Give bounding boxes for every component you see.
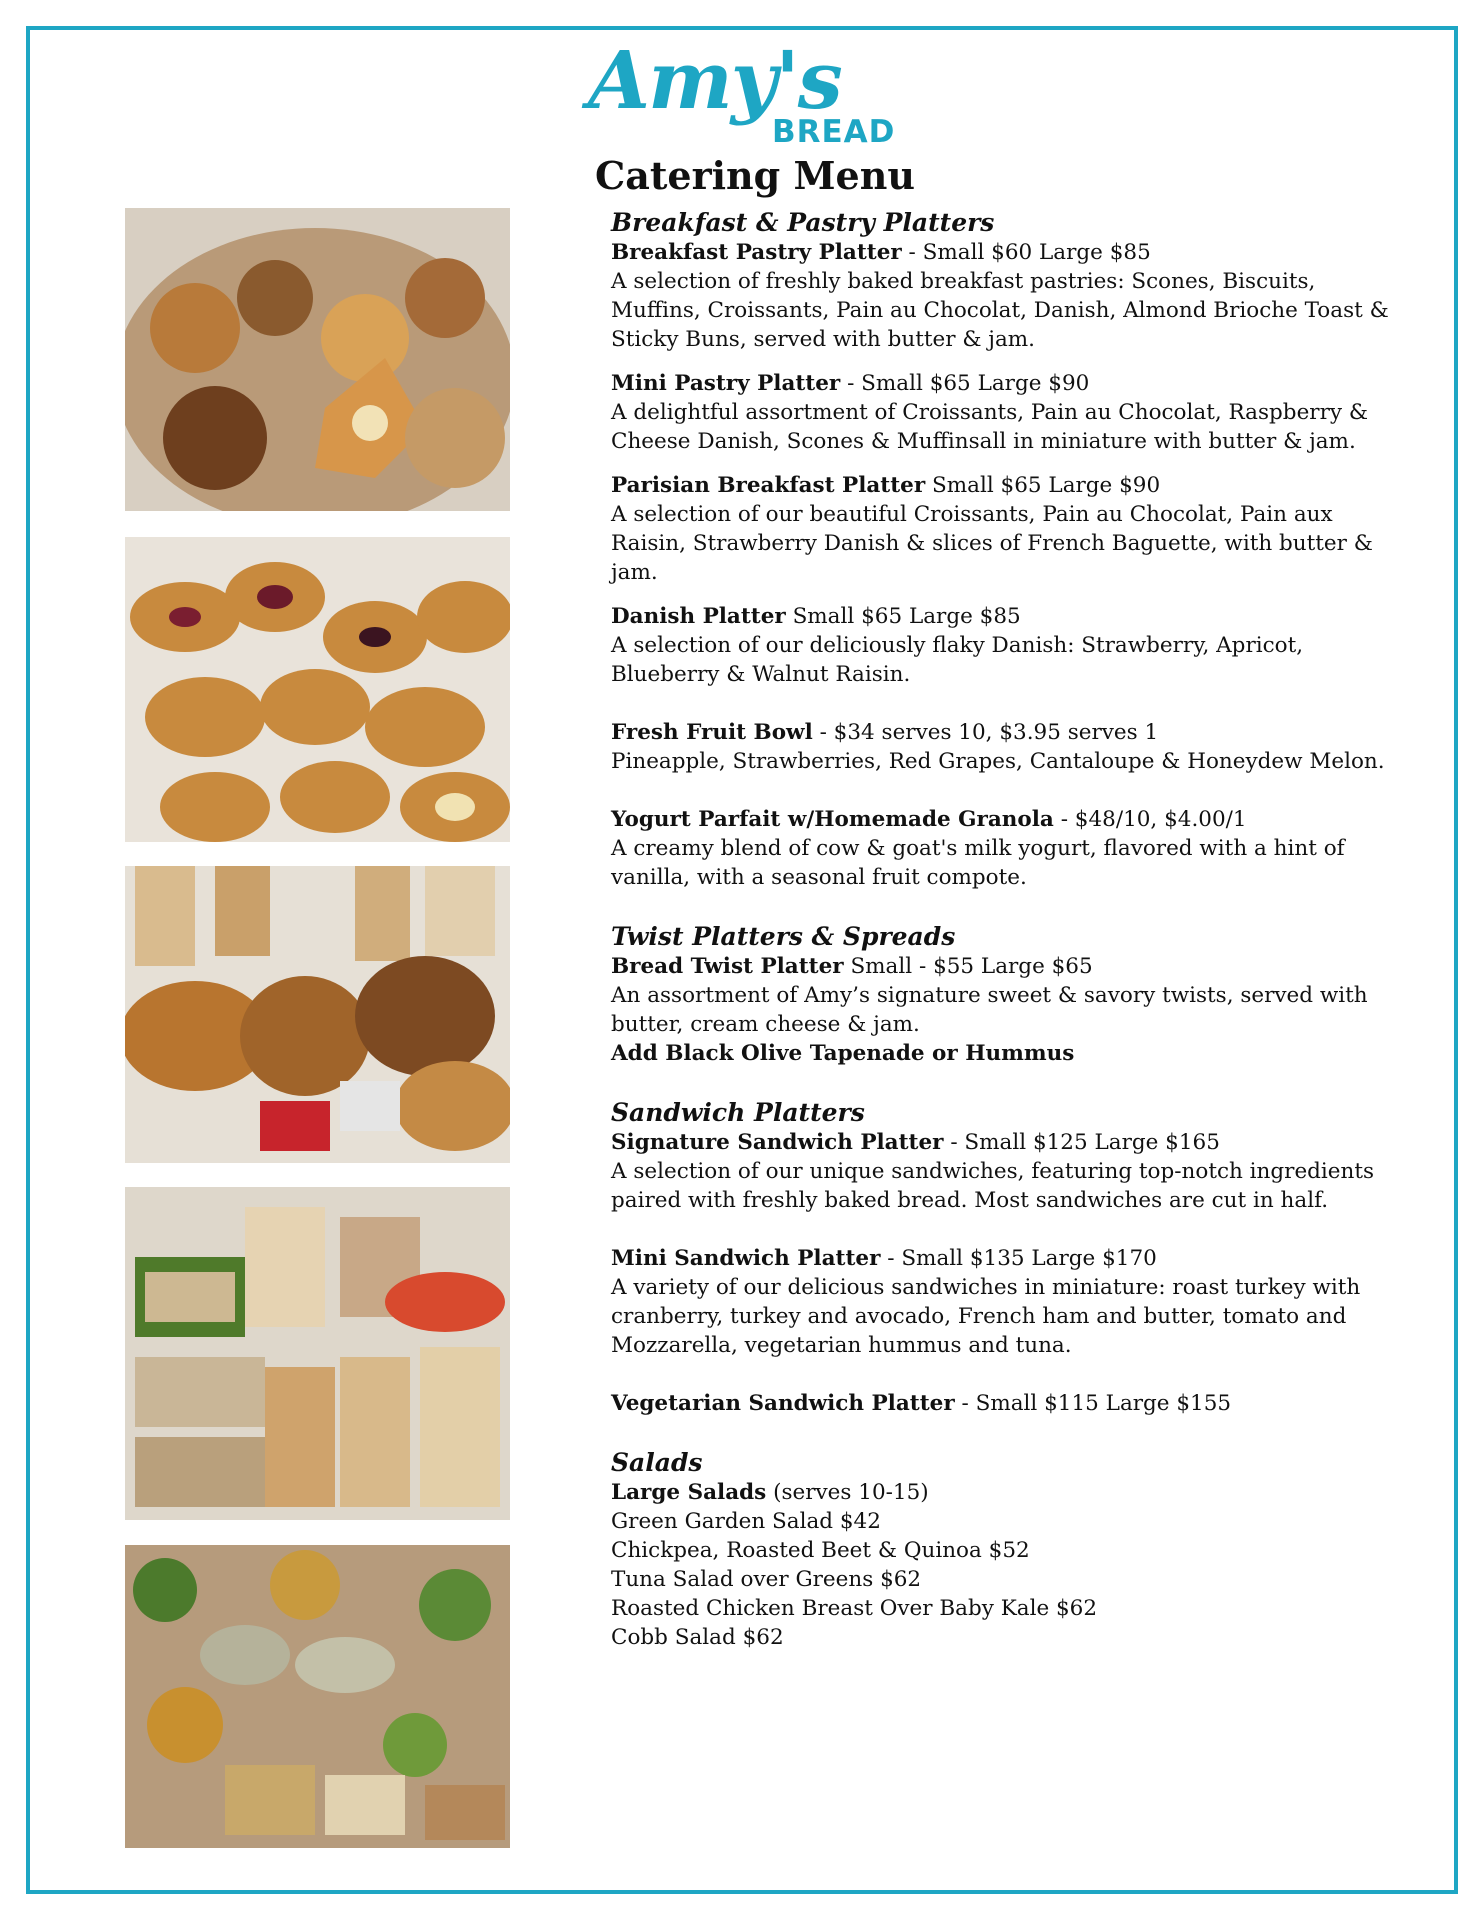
item-description: A selection of our unique sandwiches, featuring top-notch ingredients paired with freshly baked bread. Most sandwiches are cut in half. (611, 1159, 1375, 1213)
page-title: Catering Menu (595, 153, 915, 198)
item-price: Small $65 Large $90 (925, 473, 1161, 498)
item-name: Yogurt Parfait w/Homemade Granola (611, 807, 1054, 832)
item-name: Vegetarian Sandwich Platter (611, 1391, 955, 1416)
item-price: Small - $55 Large $65 (843, 954, 1093, 979)
brand-word: BREAD (772, 114, 896, 150)
menu-item (611, 369, 1391, 456)
item-description: Pineapple, Strawberries, Red Grapes, Cantaloupe & Honeydew Melon. (611, 749, 1385, 774)
section-heading-salads: Salads (611, 1448, 703, 1477)
pastry-photo (125, 208, 510, 511)
item-price: - $48/10, $4.00/1 (1053, 807, 1247, 832)
item-price: - Small $115 Large $155 (954, 1391, 1232, 1416)
menu-content (611, 208, 1391, 1652)
salad-size-line (611, 1478, 1391, 1507)
item-name: Breakfast Pastry Platter (611, 240, 902, 265)
menu-item (611, 602, 1391, 689)
list-item: Chickpea, Roasted Beet & Quinoa $52 (611, 1538, 1030, 1563)
item-name: Parisian Breakfast Platter (611, 473, 926, 498)
item-name: Large Salads (611, 1480, 767, 1505)
menu-item (611, 1389, 1391, 1418)
item-description: A creamy blend of cow & goat's milk yogurt, flavored with a hint of vanilla, with a seasonal fruit compote. (611, 836, 1345, 890)
item-name: Mini Sandwich Platter (611, 1246, 881, 1271)
menu-item (611, 805, 1391, 892)
list-item: Roasted Chicken Breast Over Baby Kale $62 (611, 1596, 1098, 1621)
salad-photo (125, 1545, 510, 1848)
croissant-photo (125, 866, 510, 1163)
danish-photo (125, 537, 510, 842)
list-item: Green Garden Salad $42 (611, 1509, 881, 1534)
section-heading-twist: Twist Platters & Spreads (611, 922, 956, 951)
menu-item (611, 471, 1391, 587)
section-heading-breakfast: Breakfast & Pastry Platters (611, 208, 995, 237)
item-description: An assortment of Amy’s signature sweet & savory twists, served with butter, cream cheese & jam. (611, 983, 1368, 1037)
menu-item (611, 1128, 1391, 1215)
item-name: Mini Pastry Platter (611, 371, 841, 396)
list-item: Tuna Salad over Greens $62 (611, 1567, 922, 1592)
item-price: - Small $65 Large $90 (840, 371, 1090, 396)
sandwich-photo (125, 1187, 510, 1520)
menu-item (611, 952, 1391, 1068)
item-price: - Small $135 Large $170 (880, 1246, 1157, 1271)
item-description: A variety of our delicious sandwiches in miniature: roast turkey with cranberry, turkey and avocado, French ham and butter, tomato and Mozzarella, vegetarian hummus and tuna. (611, 1275, 1361, 1358)
item-addon: Add Black Olive Tapenade or Hummus (611, 1041, 1075, 1066)
list-item: Cobb Salad $62 (611, 1625, 784, 1650)
menu-item (611, 238, 1391, 354)
item-note: (serves 10-15) (766, 1480, 929, 1505)
menu-item (611, 718, 1391, 776)
menu-item (611, 1244, 1391, 1360)
item-description: A selection of our beautiful Croissants, Pain au Chocolat, Pain aux Raisin, Strawberry Danish & slices of French Baguette, with butter & jam. (611, 502, 1373, 585)
brand-script: Amy's (588, 33, 841, 127)
item-name: Fresh Fruit Bowl (611, 720, 813, 745)
salad-list (611, 1478, 1391, 1652)
item-price: - Small $60 Large $85 (901, 240, 1151, 265)
item-price: - Small $125 Large $165 (943, 1130, 1220, 1155)
item-description: A selection of freshly baked breakfast pastries: Scones, Biscuits, Muffins, Croissants, Pain au Chocolat, Danish, Almond Brioche Toast & Sticky Buns, served with butter & jam. (611, 269, 1389, 352)
section-heading-sandwich: Sandwich Platters (611, 1098, 865, 1127)
item-description: A selection of our deliciously flaky Danish: Strawberry, Apricot, Blueberry & Walnut Raisin. (611, 633, 1304, 687)
item-name: Danish Platter (611, 604, 786, 629)
item-price: Small $65 Large $85 (785, 604, 1021, 629)
item-name: Signature Sandwich Platter (611, 1130, 944, 1155)
brand-logo (588, 33, 908, 160)
item-description: A delightful assortment of Croissants, Pain au Chocolat, Raspberry & Cheese Danish, Scones & Muffinsall in miniature with butter & jam. (611, 400, 1368, 454)
item-price: - $34 serves 10, $3.95 serves 1 (812, 720, 1159, 745)
item-name: Bread Twist Platter (611, 954, 844, 979)
